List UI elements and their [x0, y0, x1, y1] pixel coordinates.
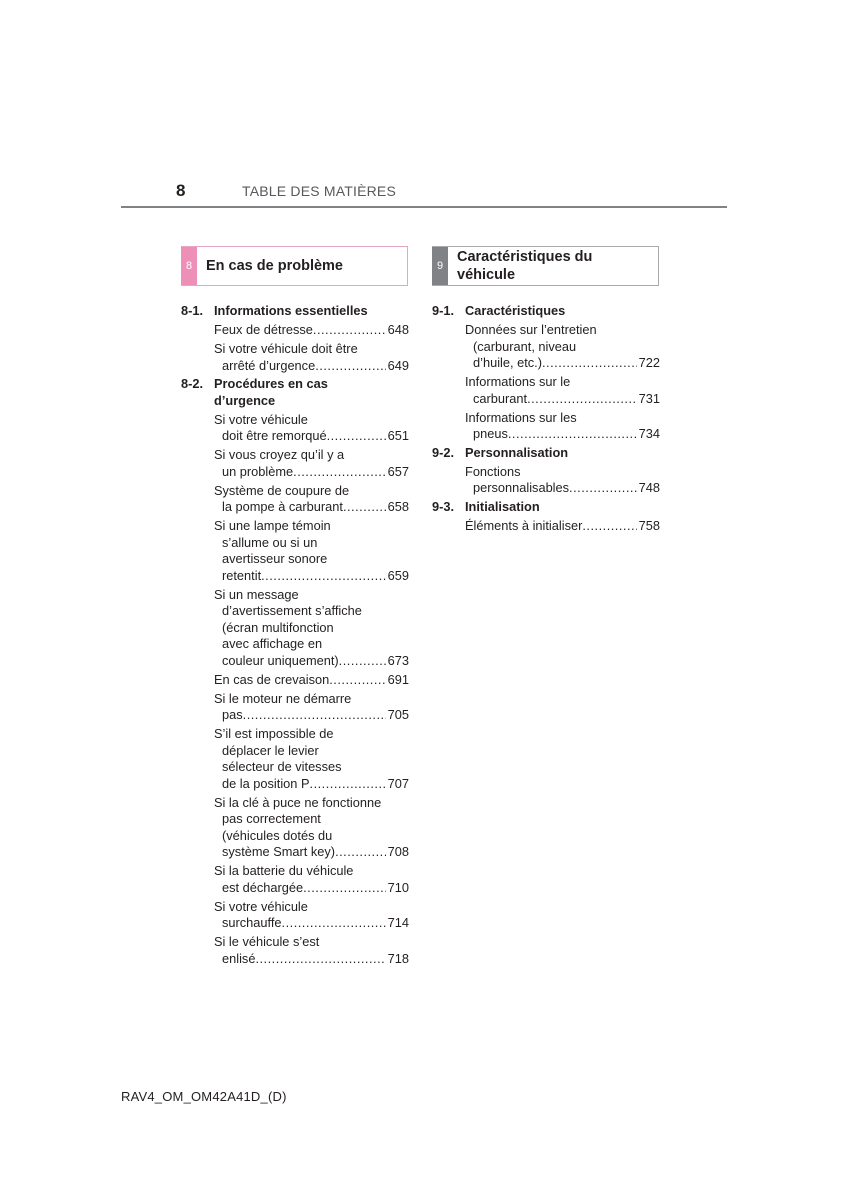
- toc-entry[interactable]: [181, 899, 409, 932]
- page-header-title: TABLE DES MATIÈRES: [242, 183, 397, 199]
- toc-subsection: [432, 303, 660, 443]
- toc-entry-text: d’huile, etc.): [473, 355, 542, 370]
- toc-entry-line: [465, 480, 660, 497]
- toc-entry-text: sélecteur de vitesses: [222, 759, 342, 774]
- dot-leader: [327, 428, 386, 445]
- section-8-toc: [181, 301, 409, 967]
- toc-subsection: [181, 376, 409, 967]
- toc-entry-text: de la position P: [222, 775, 310, 791]
- toc-entry-line: [214, 568, 409, 585]
- toc-entry-text: retentit: [222, 567, 262, 583]
- subsection-title: Initialisation: [465, 498, 540, 514]
- dot-leader: [282, 915, 386, 932]
- toc-entry[interactable]: [432, 518, 660, 535]
- toc-entry-text: doit être remorqué: [222, 428, 327, 443]
- page-reference: 659: [387, 567, 409, 583]
- dot-leader: [293, 464, 386, 481]
- toc-entry-text: Fonctions: [465, 463, 521, 479]
- page-reference: 673: [387, 652, 409, 668]
- subsection-title: d’urgence: [214, 392, 276, 408]
- section-9-title: [448, 248, 592, 284]
- dot-leader: [303, 880, 386, 897]
- toc-entry-text: couleur uniquement): [222, 652, 339, 668]
- toc-entry-line: [465, 391, 660, 408]
- toc-entry-text: En cas de crevaison: [214, 671, 330, 687]
- dot-leader: [569, 480, 637, 497]
- subsection-heading[interactable]: [181, 376, 409, 393]
- toc-entry-text: enlisé: [222, 950, 256, 966]
- dot-leader: [255, 951, 385, 968]
- toc-entry[interactable]: [181, 322, 409, 339]
- page-reference: 748: [638, 480, 660, 495]
- toc-entry-text: Informations sur les: [465, 409, 577, 425]
- dot-leader: [315, 358, 385, 375]
- toc-entry[interactable]: [181, 863, 409, 896]
- dot-leader: [313, 322, 386, 339]
- toc-entry[interactable]: [181, 726, 409, 792]
- toc-entry-line: [214, 464, 409, 481]
- dot-leader: [310, 776, 386, 793]
- subsection-heading[interactable]: [181, 303, 409, 320]
- toc-entry[interactable]: [181, 587, 409, 670]
- section-9-title-line: Caractéristiques du: [457, 249, 593, 265]
- toc-entry-line: [465, 518, 660, 535]
- toc-entry[interactable]: [181, 412, 409, 445]
- toc-entry[interactable]: [181, 672, 409, 689]
- page-reference: 722: [638, 355, 660, 370]
- toc-entry-text: Données sur l’entretien: [465, 322, 597, 337]
- dot-leader: [339, 653, 386, 670]
- toc-entry[interactable]: [181, 518, 409, 584]
- dot-leader: [343, 499, 386, 516]
- page-reference: 714: [387, 915, 409, 930]
- toc-entry-text: avec affichage en: [222, 636, 323, 651]
- dot-leader: [243, 707, 386, 724]
- page-reference: 651: [387, 428, 409, 443]
- page-reference: 731: [638, 390, 660, 406]
- page-reference: 707: [387, 775, 409, 791]
- dot-leader: [542, 355, 637, 372]
- toc-entry-text: (véhicules dotés du: [222, 827, 333, 843]
- toc-entry-text: s’allume ou si un: [222, 534, 318, 550]
- dot-leader: [335, 844, 386, 861]
- page-reference: 710: [387, 879, 409, 895]
- page-reference: 657: [387, 463, 409, 479]
- toc-entry-line: [214, 672, 409, 689]
- toc-entry-text: (carburant, niveau: [473, 338, 577, 354]
- page-reference: 649: [387, 357, 409, 373]
- toc-entry[interactable]: [181, 795, 409, 861]
- toc-entry[interactable]: [432, 322, 660, 372]
- page-reference: 648: [387, 322, 409, 337]
- subsection-number: 9-3.: [432, 498, 455, 514]
- subsection-heading[interactable]: [181, 393, 409, 410]
- document-code: RAV4_OM_OM42A41D_(D): [121, 1089, 287, 1104]
- toc-entry-text: un problème: [222, 463, 294, 479]
- toc-entry-line: [214, 915, 409, 932]
- toc-entry-text: déplacer le levier: [222, 742, 319, 758]
- toc-entry-text: pneus: [473, 426, 508, 441]
- subsection-title: Informations essentielles: [214, 303, 368, 318]
- page-reference: 758: [638, 517, 660, 533]
- section-9-toc: [432, 301, 660, 534]
- toc-entry-text: Éléments à initialiser: [465, 517, 583, 533]
- toc-entry-line: [214, 653, 409, 670]
- subsection-number: 9-1.: [432, 303, 455, 318]
- toc-entry-text: Système de coupure de: [214, 482, 350, 498]
- header-rule: [121, 206, 727, 208]
- toc-entry-text: Si votre véhicule doit être: [214, 341, 358, 356]
- toc-entry-text: Si votre véhicule: [214, 898, 308, 914]
- toc-entry-text: Si le moteur ne démarre: [214, 690, 352, 706]
- subsection-number: 8-2.: [181, 376, 204, 391]
- section-9-header[interactable]: [432, 246, 659, 286]
- toc-entry-line: [214, 880, 409, 897]
- toc-entry-text: pas: [222, 707, 243, 722]
- subsection-title: Procédures en cas: [214, 376, 328, 391]
- toc-entry-line: [465, 355, 660, 372]
- subsection-heading[interactable]: [432, 445, 660, 462]
- section-9-title-line: véhicule: [457, 267, 516, 283]
- toc-entry[interactable]: [181, 691, 409, 724]
- dot-leader: [527, 391, 637, 408]
- page-reference: 718: [387, 950, 409, 966]
- toc-entry-line: [214, 844, 409, 861]
- toc-entry-text: Feux de détresse: [214, 322, 313, 337]
- page-reference: 734: [638, 426, 660, 441]
- toc-entry-line: [214, 499, 409, 516]
- toc-entry-line: [214, 776, 409, 793]
- toc-subsection: [432, 499, 660, 535]
- toc-entry-text: surchauffe: [222, 915, 282, 930]
- toc-entry-text: Si la clé à puce ne fonctionne: [214, 794, 382, 810]
- subsection-title: Caractéristiques: [465, 303, 566, 318]
- subsection-number: 8-1.: [181, 303, 204, 318]
- toc-entry-line: [214, 707, 409, 724]
- dot-leader: [508, 426, 637, 443]
- toc-entry-text: (écran multifonction: [222, 619, 334, 635]
- page-number: 8: [176, 181, 186, 200]
- subsection-title: Personnalisation: [465, 444, 569, 460]
- toc-entry-text: Si une lampe témoin: [214, 518, 331, 533]
- page-reference: 708: [387, 844, 409, 859]
- toc-entry-line: [214, 322, 409, 339]
- toc-entry-line: [465, 426, 660, 443]
- subsection-heading[interactable]: [432, 499, 660, 516]
- toc-entry[interactable]: [181, 483, 409, 516]
- section-9-tab: 9: [432, 247, 448, 285]
- toc-entry[interactable]: [432, 464, 660, 497]
- toc-entry-text: avertisseur sonore: [222, 551, 328, 566]
- section-8-header[interactable]: [181, 246, 408, 286]
- dot-leader: [582, 518, 636, 535]
- toc-entry-text: Si le véhicule s’est: [214, 934, 320, 949]
- subsection-number: [181, 393, 214, 410]
- toc-entry-text: est déchargée: [222, 879, 304, 895]
- toc-entry-text: arrêté d’urgence: [222, 357, 316, 373]
- toc-entry-text: carburant: [473, 390, 528, 406]
- toc-entry[interactable]: [432, 410, 660, 443]
- subsection-number: 9-2.: [432, 444, 455, 460]
- toc-entry-text: système Smart key): [222, 844, 336, 859]
- subsection-heading[interactable]: [432, 303, 660, 320]
- toc-entry[interactable]: [181, 934, 409, 967]
- page-reference: 691: [387, 671, 409, 687]
- toc-entry-text: d’avertissement s’affiche: [222, 603, 362, 618]
- dot-leader: [261, 568, 386, 585]
- toc-entry-line: [214, 358, 409, 375]
- toc-entry-line: [214, 428, 409, 445]
- toc-entry[interactable]: [181, 341, 409, 374]
- section-8-tab: 8: [181, 247, 197, 285]
- page-reference: 658: [387, 499, 409, 514]
- toc-entry-text: Si la batterie du véhicule: [214, 863, 354, 878]
- toc-entry-line: [214, 951, 409, 968]
- toc-entry-text: la pompe à carburant: [222, 499, 343, 514]
- section-8-title: En cas de problème: [206, 258, 343, 274]
- toc-entry-text: Si votre véhicule: [214, 411, 308, 427]
- toc-subsection: [181, 303, 409, 374]
- toc-entry-text: personnalisables: [473, 480, 570, 495]
- toc-entry-text: pas correctement: [222, 811, 321, 826]
- dot-leader: [329, 672, 385, 689]
- toc-entry-text: S’il est impossible de: [214, 726, 334, 741]
- toc-entry-text: Si vous croyez qu’il y a: [214, 447, 345, 462]
- toc-entry[interactable]: [432, 374, 660, 407]
- toc-entry-text: Informations sur le: [465, 374, 571, 389]
- toc-subsection: [432, 445, 660, 497]
- toc-entry-text: Si un message: [214, 586, 299, 602]
- toc-entry[interactable]: [181, 447, 409, 480]
- page-reference: 705: [387, 707, 409, 722]
